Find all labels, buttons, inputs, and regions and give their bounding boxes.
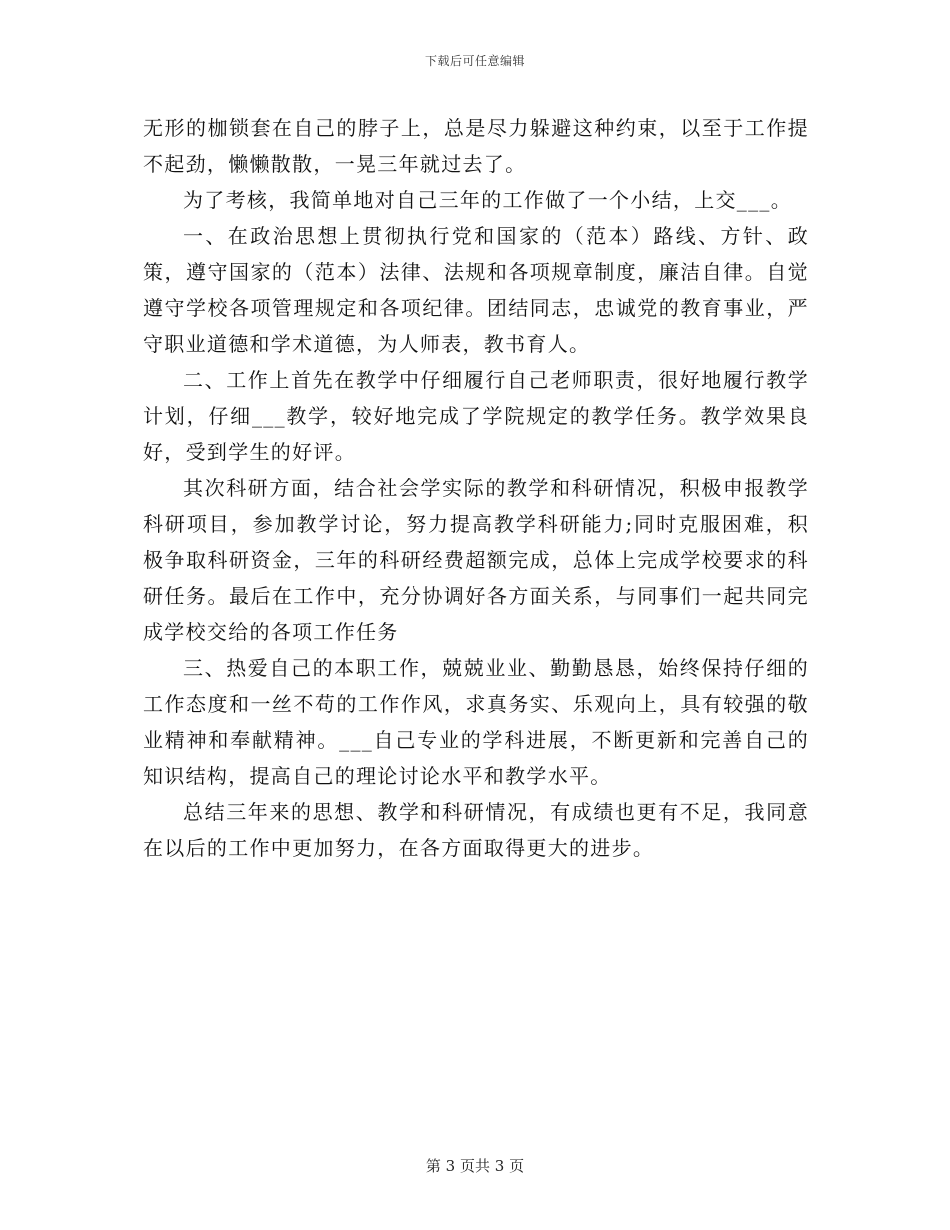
paragraph-research: 其次科研方面，结合社会学实际的教学和科研情况，积极申报教学科研项目，参加教学讨论，努力提高教学科研能力;同时克服困难，积极争取科研资金，三年的科研经费超额完成，总体上完成学校要求的科研任务。最后在工作中，充分协调好各方面关系，与同事们一起共同完成学校交给的各项工作任务 (143, 476, 809, 644)
paragraph-political-thought: 一、在政治思想上贯彻执行党和国家的（范本）路线、方针、政策，遵守国家的（范本）法律、法规和各项规章制度，廉洁自律。自觉遵守学校各项管理规定和各项纪律。团结同志，忠诚党的教育事业，严守职业道德和学术道德，为人师表，教书育人。 (143, 224, 809, 356)
page-number-footer: 第 3 页共 3 页 (425, 1157, 525, 1175)
paragraph-summary: 总结三年来的思想、教学和科研情况，有成绩也更有不足，我同意在以后的工作中更加努力，在各方面取得更大的进步。 (143, 800, 809, 860)
paragraph-teaching: 二、工作上首先在教学中仔细履行自己老师职责，很好地履行教学计划，仔细___教学，较好地完成了学院规定的教学任务。教学效果良好，受到学生的好评。 (143, 368, 809, 464)
page-header: 下载后可任意编辑 (424, 54, 525, 68)
paragraph-intro: 为了考核，我简单地对自己三年的工作做了一个小结，上交___。 (183, 188, 792, 212)
document-body (143, 110, 809, 866)
paragraph-work-attitude: 三、热爱自己的本职工作，兢兢业业、勤勤恳恳，始终保持仔细的工作态度和一丝不苟的工作作风，求真务实、乐观向上，具有较强的敬业精神和奉献精神。___自己专业的学科进展，不断更新和完善自己的知识结构，提高自己的理论讨论水平和教学水平。 (143, 656, 809, 788)
paragraph-continuation: 无形的枷锁套在自己的脖子上，总是尽力躲避这种约束，以至于工作提不起劲，懒懒散散，一晃三年就过去了。 (143, 116, 809, 176)
